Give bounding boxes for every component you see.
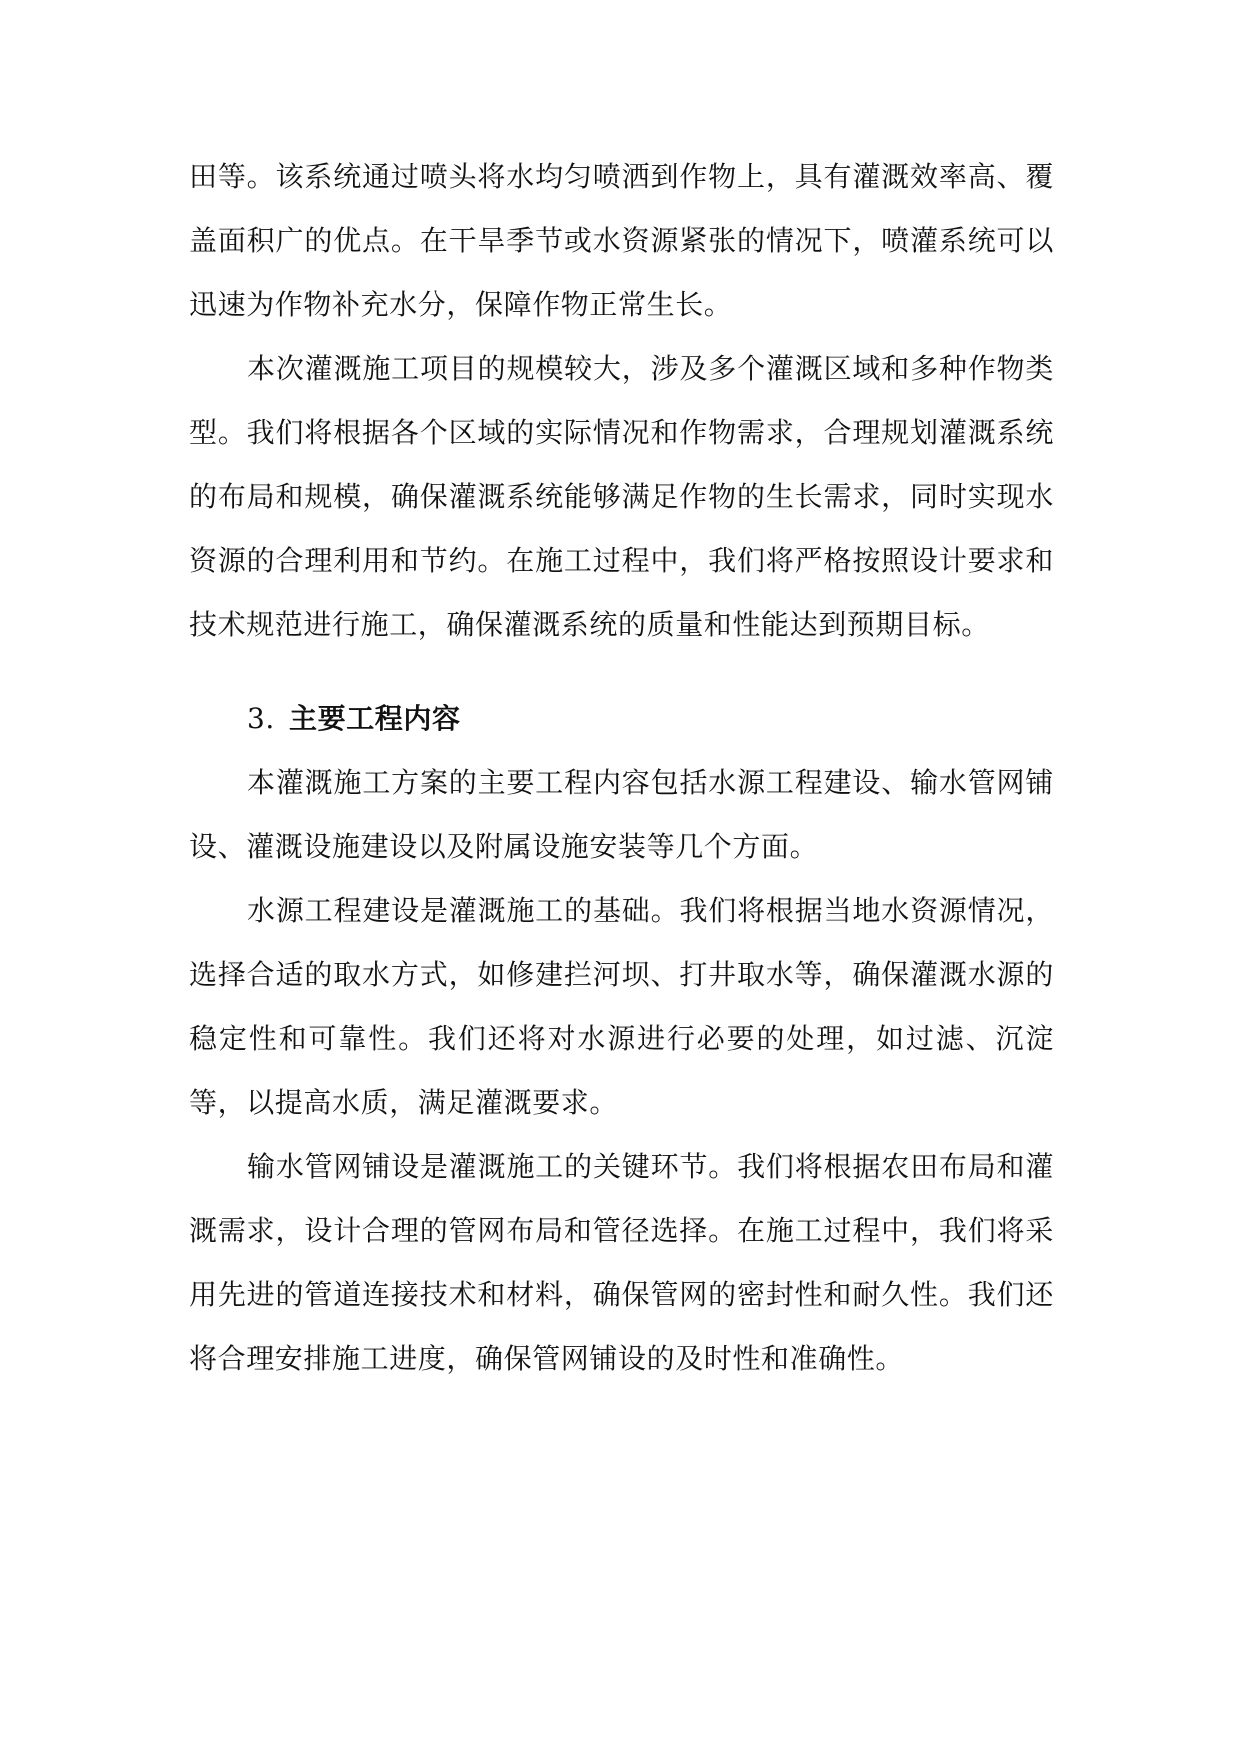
- paragraph-main-content: 本灌溉施工方案的主要工程内容包括水源工程建设、输水管网铺设、灌溉设施建设以及附属设施安装等几个方面。: [189, 766, 1054, 863]
- paragraph-water-source: 水源工程建设是灌溉施工的基础。我们将根据当地水资源情况，选择合适的取水方式，如修建拦河坝、打井取水等，确保灌溉水源的稳定性和可靠性。我们还将对水源进行必要的处理，如过滤、沉淀等，以提高水质，满足灌溉要求。: [189, 894, 1054, 1119]
- paragraph-pipe-network: 输水管网铺设是灌溉施工的关键环节。我们将根据农田布局和灌溉需求，设计合理的管网布局和管径选择。在施工过程中，我们将采用先进的管道连接技术和材料，确保管网的密封性和耐久性。我们还将合理安排施工进度，确保管网铺设的及时性和准确性。: [189, 1150, 1054, 1375]
- paragraph-continued: 田等。该系统通过喷头将水均匀喷洒到作物上，具有灌溉效率高、覆盖面积广的优点。在干旱季节或水资源紧张的情况下，喷灌系统可以迅速为作物补充水分，保障作物正常生长。: [189, 160, 1054, 321]
- section-heading: [189, 687, 1054, 751]
- document-page: [189, 145, 1054, 1391]
- section-number: 3.: [247, 702, 275, 735]
- section-title: 主要工程内容: [289, 702, 461, 735]
- paragraph-project-scale: 本次灌溉施工项目的规模较大，涉及多个灌溉区域和多种作物类型。我们将根据各个区域的实际情况和作物需求，合理规划灌溉系统的布局和规模，确保灌溉系统能够满足作物的生长需求，同时实现水资源的合理利用和节约。在施工过程中，我们将严格按照设计要求和技术规范进行施工，确保灌溉系统的质量和性能达到预期目标。: [189, 352, 1054, 641]
